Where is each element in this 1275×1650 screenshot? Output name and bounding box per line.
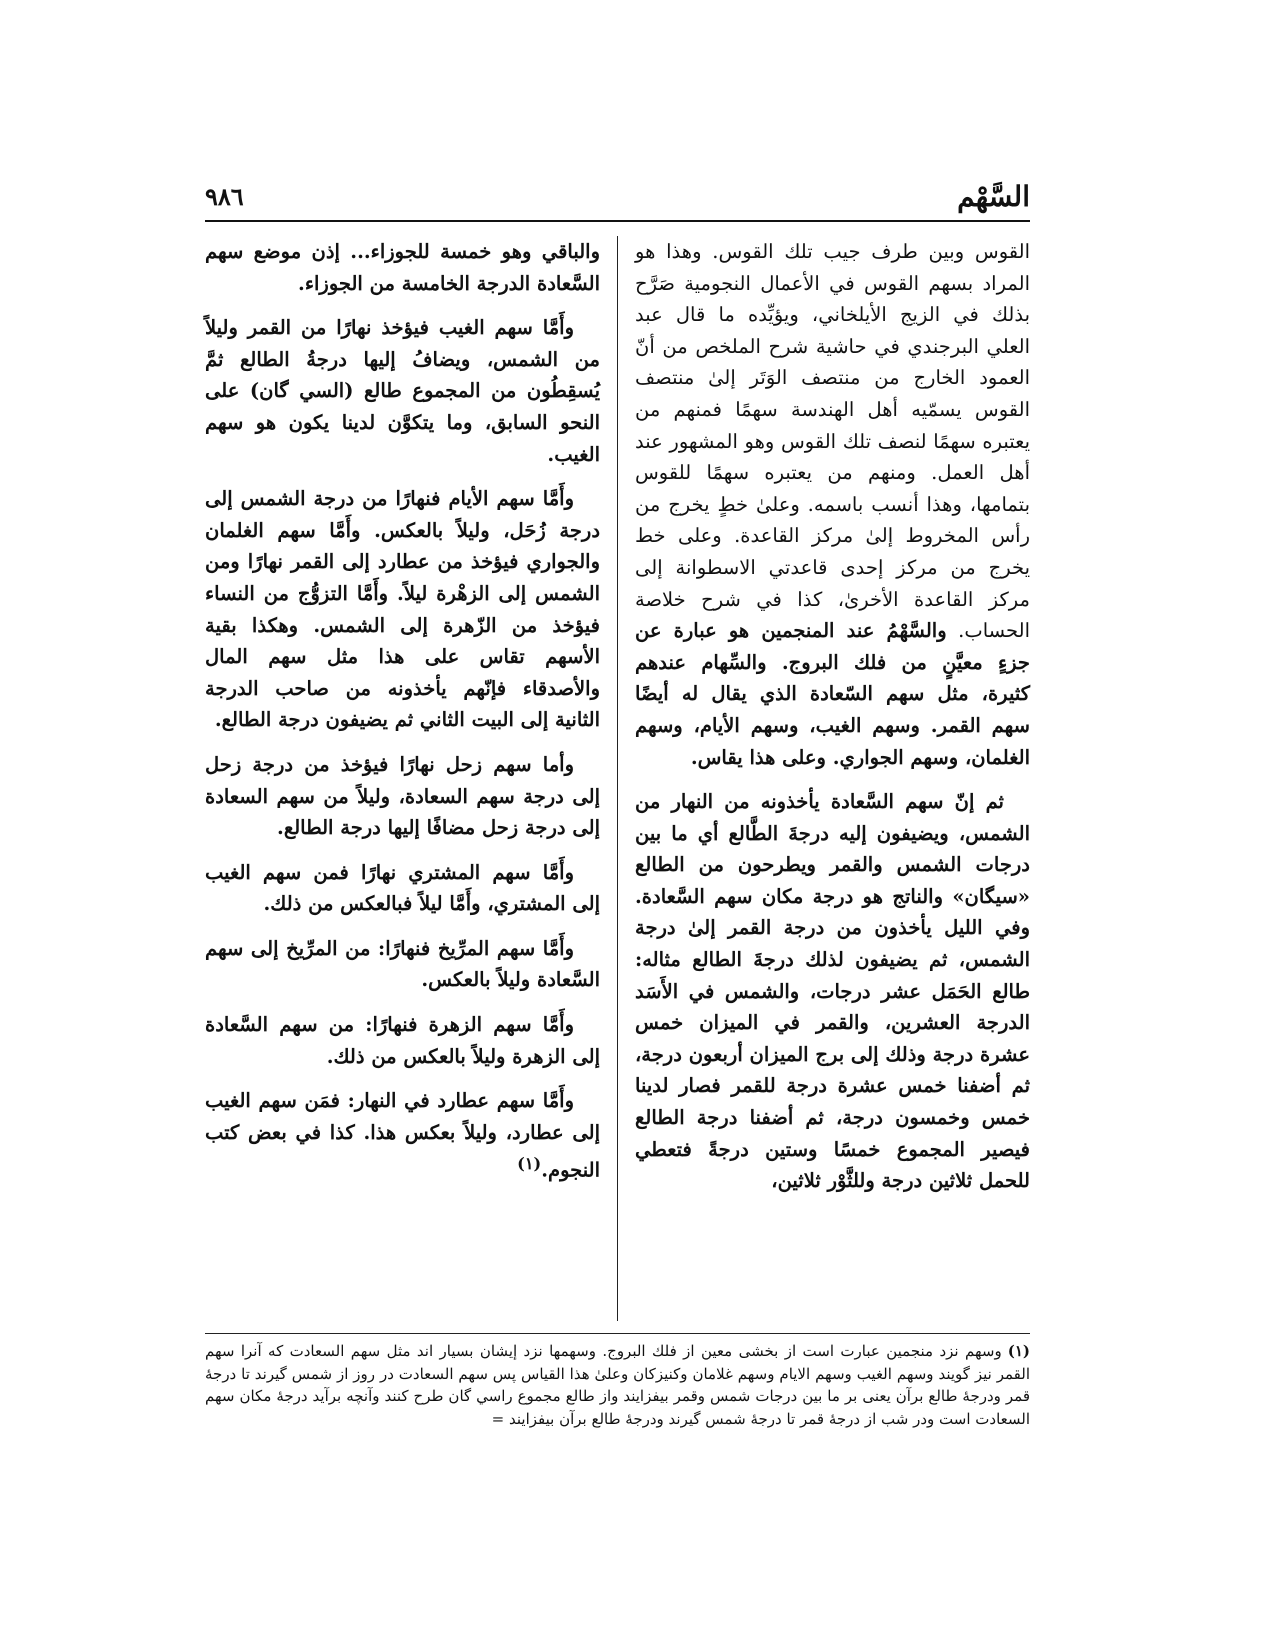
footnote-number: (١) xyxy=(1007,1342,1030,1360)
header-rule xyxy=(205,220,1030,222)
paragraph-text: القوس وبين طرف جيب تلك القوس. وهذا هو المراد بسهم القوس في الأعمال النجومية صَرَّح بذلك في الزيج الأيلخاني، ويؤيِّده ما قال عبد العلي البرجندي في حاشية شرح الملخص من أنّ العمود الخارج من منتصف الوَتَر إلىٰ منتصف القوس يسمّيه أهل الهندسة سهمًا فمنهم من يعتبره سهمًا لنصف تلك القوس وهو المشهور عند أهل العمل. ومنهم من يعتبره سهمًا للقوس بتمامها، وهذا أنسب باسمه. وعلىٰ خطٍ يخرج من رأس المخروط إلىٰ مركز القاعدة. وعلى خط يخرج من مركز إحدى قاعدتي الاسطوانة إلى مركز القاعدة الأخرىٰ، كذا في شرح خلاصة الحساب. xyxy=(635,240,1030,643)
page-header xyxy=(205,180,1030,220)
running-head: السَّهْم xyxy=(957,180,1030,213)
footnote-section xyxy=(205,1340,1030,1430)
paragraph: وأَمَّا سهم الأيام فنهارًا من درجة الشمس إلى درجة زُحَل، وليلاً بالعكس. وأَمَّا سهم الغلمان والجواري فيؤخذ من عطارد إلى القمر نهارًا ومن الشمس إلى الزهْرة ليلاً. وأَمَّا التزوُّج من النساء فيؤخذ من الزّهرة إلى الشمس. وهكذا بقية الأسهم تقاس على هذا مثل سهم المال والأصدقاء فإنّهم يأخذونه من صاحب الدرجة الثانية إلى البيت الثاني ثم يضيفون درجة الطالع. xyxy=(205,487,600,732)
paragraph: والباقي وهو خمسة للجوزاء... إذن موضع سهم السَّعادة الدرجة الخامسة من الجوزاء. xyxy=(205,240,600,295)
footnote-rule xyxy=(205,1333,1030,1334)
footnote xyxy=(205,1340,1030,1430)
paragraph: وأَمَّا سهم الزهرة فنهارًا: من سهم السَّعادة إلى الزهرة وليلاً بالعكس من ذلك. xyxy=(205,1013,600,1068)
paragraph: وأَمَّا سهم المرِّيخ فنهارًا: من المرِّيخ إلى سهم السَّعادة وليلاً بالعكس. xyxy=(205,936,600,992)
right-column xyxy=(635,236,1030,1210)
paragraph: وأَمَّا سهم المشتري نهارًا فمن سهم الغيب إلى المشتري، وأَمَّا ليلاً فبالعكس من ذلك. xyxy=(205,860,600,916)
footnote-text: وسهم نزد منجمين عبارت است از بخشى معين از فلك البروج. وسهمها نزد إيشان بسيار اند مثل سهم السعادت كه آنرا سهم القمر نيز گويند وسهم الغيب وسهم الايام وسهم غلامان وكنيزكان وعلىٰ هذا القياس پس سهم السعادت در روز از شمس گيرند تا درجهٔ قمر ودرجهٔ طالع برآن يعنى بر ما بين درجات شمس وقمر بيفزايند واز طالع مجموع راسي گان طرح كنند وآنچه برآيد درجهٔ مكان سهم السعادت است ودر شب از درجهٔ قمر تا درجهٔ شمس گيرند ودرجهٔ طالع برآن بيفزايند = xyxy=(205,1342,1030,1428)
page-number: ٩٨٦ xyxy=(205,182,244,211)
paragraph xyxy=(635,236,1030,773)
paragraph-text: وأَمَّا سهم عطارد في النهار: فمَن سهم الغيب إلى عطارد، وليلاً بعكس هذا. كذا في بعض كتب النجوم. xyxy=(205,1089,600,1182)
footnote-ref[interactable]: (١) xyxy=(517,1154,542,1174)
paragraph xyxy=(205,1085,600,1186)
paragraph: وأما سهم زحل نهارًا فيؤخذ من درجة زحل إلى درجة سهم السعادة، وليلاً من سهم السعادة إلى درجة زحل مضافًا إليها درجة الطالع. xyxy=(205,752,600,840)
left-column xyxy=(205,236,600,1200)
paragraph: ثم إنّ سهم السَّعادة يأخذونه من النهار من الشمس، ويضيفون إليه درجةَ الطَّالع أي ما بين درجات الشمس والقمر ويطرحون من الطالع «سيگان» والناتج هو درجة مكان سهم السَّعادة. وفي الليل يأخذون من درجة القمر إلىٰ درجة الشمس، ثم يضيفون لذلك درجةَ الطالع مثاله: طالع الحَمَل عشر درجات، والشمس في الأَسَد الدرجة العشرين، والقمر في الميزان خمس عشرة درجة وذلك إلى برج الميزان أربعون درجة، ثم أضفنا خمس عشرة درجة للقمر فصار لدينا خمس وخمسون درجة، ثم أضفنا درجة الطالع فيصير المجموع خمسًا وستين درجةً فتعطي للحمل ثلاثين درجة وللثَّوْر ثلاثين، xyxy=(635,790,1030,1193)
bold-text: والسَّهْمُ عند المنجمين هو عبارة عن جزءٍ معيَّنٍ من فلك البروج. والسِّهام عندهم كثيرة، مثل سهم السّعادة الذي يقال له أيضًا سهم القمر. وسهم الغيب، وسهم الأيام، وسهم الغلمان، وسهم الجواري. وعلى هذا يقاس. xyxy=(635,619,1030,769)
column-divider xyxy=(617,236,618,1321)
paragraph: وأَمَّا سهم الغيب فيؤخذ نهارًا من القمر وليلاً من الشمس، ويضافُ إليها درجةُ الطالع ثمَّ يُسقِطُون من المجموع طالع (السي گان) على النحو السابق، وما يتكوَّن لدينا يكون هو سهم الغيب. xyxy=(205,316,600,466)
